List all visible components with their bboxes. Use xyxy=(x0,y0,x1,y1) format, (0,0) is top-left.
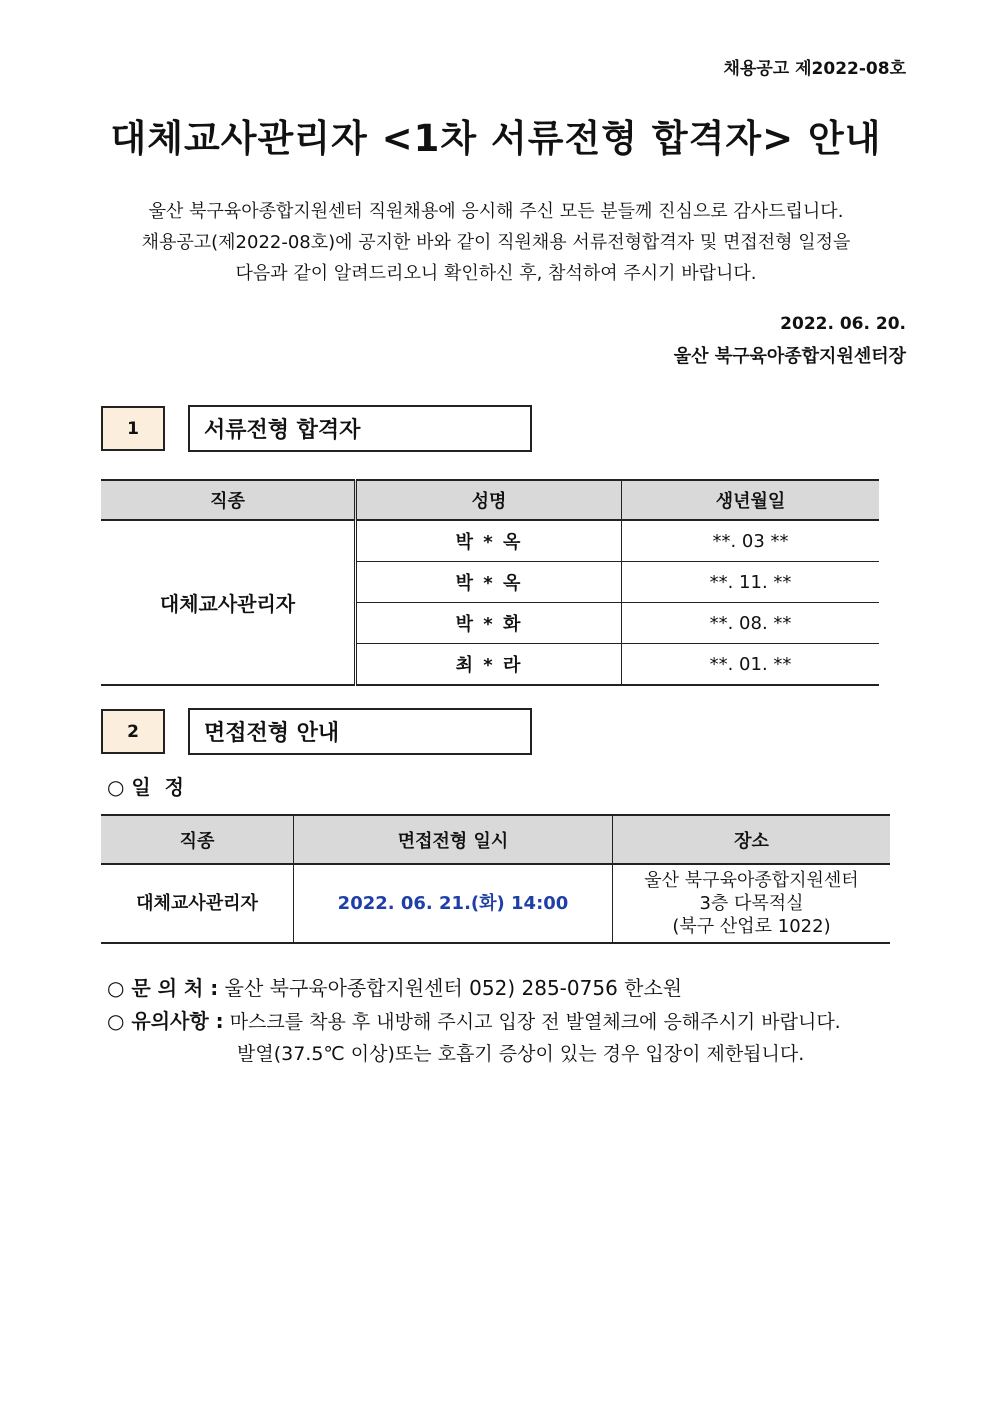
contact-line xyxy=(107,972,682,1001)
section-2-number: 2 xyxy=(101,709,165,754)
section-1-title: 서류전형 합격자 xyxy=(188,405,532,452)
caution-text: 마스크를 착용 후 내방해 주시고 입장 전 발열체크에 응해주시기 바랍니다. xyxy=(229,1011,841,1033)
place-line: 울산 북구육아종합지원센터 xyxy=(644,870,859,891)
place-line: 3층 다목적실 xyxy=(699,893,804,914)
place-cell xyxy=(613,864,891,943)
section-1-number: 1 xyxy=(101,406,165,451)
header-job: 직종 xyxy=(101,480,356,520)
table-header-row xyxy=(101,815,890,864)
intro-text xyxy=(0,196,992,289)
header-place: 장소 xyxy=(613,815,891,864)
place-line: (북구 산업로 1022) xyxy=(672,916,831,937)
caution-text-continued: 발열(37.5℃ 이상)또는 호흡기 증상이 있는 경우 입장이 제한됩니다. xyxy=(237,1043,805,1065)
section-2-title: 면접전형 안내 xyxy=(188,708,532,755)
contact-label: ○ 문 의 처 : xyxy=(107,976,219,1000)
page-title: 대체교사관리자 <1차 서류전형 합격자> 안내 xyxy=(110,117,882,160)
notice-date: 2022. 06. 20. xyxy=(780,314,906,334)
header-job: 직종 xyxy=(101,815,294,864)
job-cell: 대체교사관리자 xyxy=(101,864,294,943)
notice-number: 채용공고 제2022-08호 xyxy=(723,59,906,79)
birthdate-cell: **. 08. ** xyxy=(622,603,880,644)
birthdate-cell: **. 01. ** xyxy=(622,644,880,686)
contact-text: 울산 북구육아종합지원센터 052) 285-0756 한소원 xyxy=(224,976,683,1000)
organization-signature: 울산 북구육아종합지원센터장 xyxy=(673,346,906,367)
header-birthdate: 생년월일 xyxy=(622,480,880,520)
job-cell: 대체교사관리자 xyxy=(101,520,356,685)
intro-line: 울산 북구육아종합지원센터 직원채용에 응시해 주신 모든 분들께 진심으로 감사드립니다. xyxy=(148,201,844,222)
intro-line: 다음과 같이 알려드리오니 확인하신 후, 참석하여 주시기 바랍니다. xyxy=(235,263,757,284)
intro-line: 채용공고(제2022-08호)에 공지한 바와 같이 직원채용 서류전형합격자 및 면접전형 일정을 xyxy=(141,232,851,253)
interview-schedule-table xyxy=(101,814,890,944)
table-row xyxy=(101,864,890,943)
interview-datetime: 2022. 06. 21.(화) 14:00 xyxy=(294,864,613,943)
birthdate-cell: **. 11. ** xyxy=(622,562,880,603)
table-header-row xyxy=(101,480,879,520)
name-cell: 박 * 옥 xyxy=(356,562,622,603)
caution-line xyxy=(107,1005,841,1034)
name-cell: 박 * 화 xyxy=(356,603,622,644)
schedule-label: ○ 일 정 xyxy=(107,775,184,799)
caution-label: ○ 유의사항 : xyxy=(107,1009,224,1033)
name-cell: 최 * 라 xyxy=(356,644,622,686)
passed-candidates-table xyxy=(101,479,879,686)
name-cell: 박 * 옥 xyxy=(356,520,622,562)
header-datetime: 면접전형 일시 xyxy=(294,815,613,864)
birthdate-cell: **. 03 ** xyxy=(622,520,880,562)
table-row xyxy=(101,520,879,562)
header-name: 성명 xyxy=(356,480,622,520)
